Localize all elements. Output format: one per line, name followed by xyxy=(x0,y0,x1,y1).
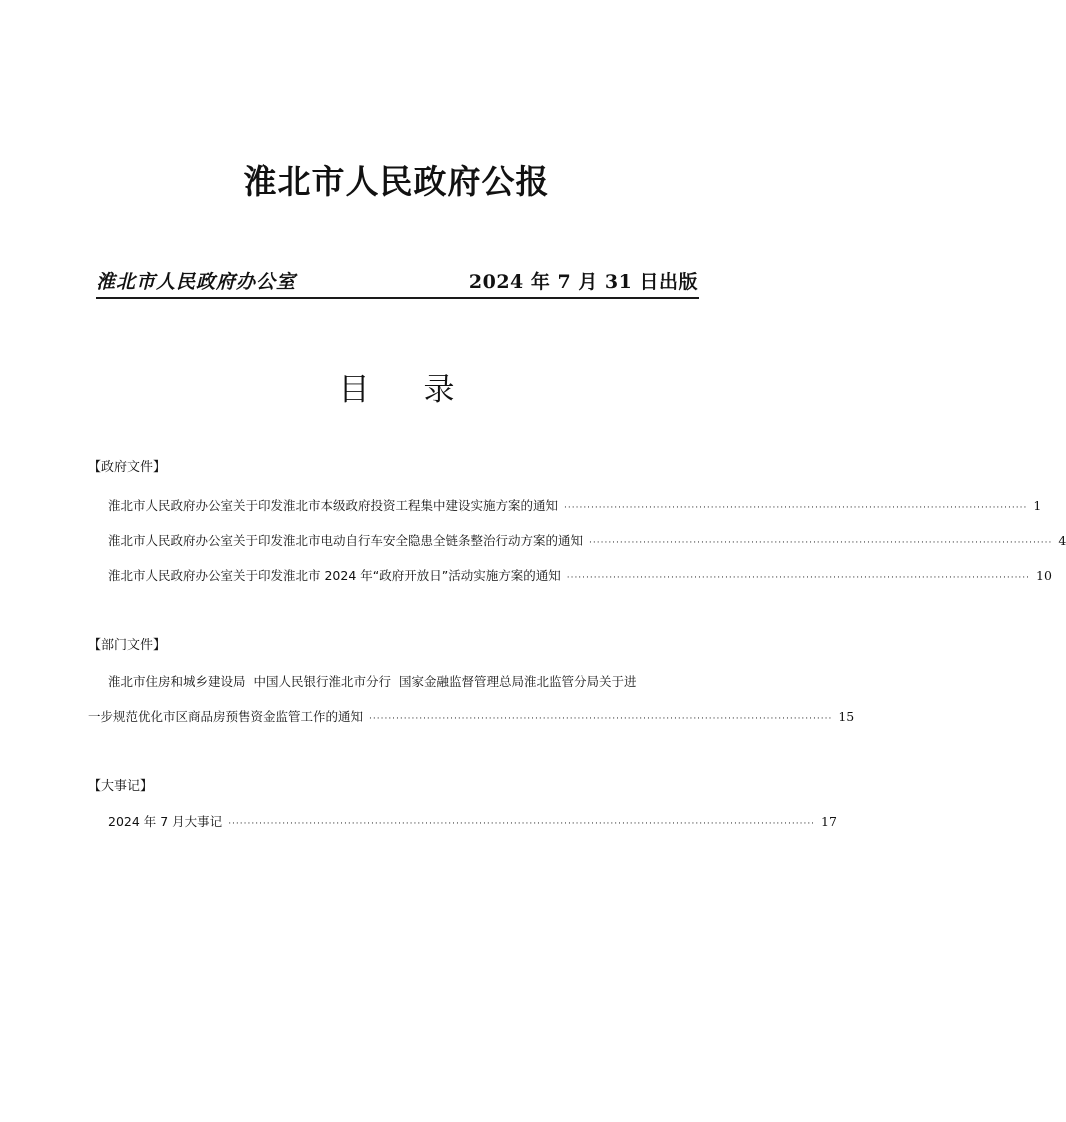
dot-leader: ························································································································ xyxy=(369,714,833,724)
toc-entry[interactable] xyxy=(88,708,855,728)
toc-entry[interactable] xyxy=(108,497,1042,517)
toc-entry-title-continuation: 一步规范优化市区商品房预售资金监管工作的通知 xyxy=(88,709,364,724)
section-label-government-documents: 【政府文件】 xyxy=(88,460,167,475)
toc-entry[interactable] xyxy=(108,567,1052,587)
toc-entry-issuer-2: 中国人民银行淮北市分行 xyxy=(253,674,392,689)
toc-entry-first-line[interactable] xyxy=(108,673,699,691)
toc-entry-page: 1 xyxy=(1033,498,1042,513)
section-label-major-events: 【大事记】 xyxy=(88,779,154,794)
dot-leader: ························································································································ xyxy=(589,538,1053,548)
toc-entry[interactable] xyxy=(108,532,1066,552)
publisher-name: 淮北市人民政府办公室 xyxy=(96,270,297,293)
dot-leader: ························································································································ xyxy=(566,573,1031,583)
toc-heading-char-1: 目 xyxy=(338,372,370,408)
bulletin-title: 淮北市人民政府公报 xyxy=(243,162,550,201)
toc-entry-page: 17 xyxy=(821,814,837,829)
toc-entry-issuer-1: 淮北市住房和城乡建设局 xyxy=(108,674,246,689)
toc-entry-page: 15 xyxy=(838,709,855,724)
toc-entry-title: 淮北市人民政府办公室关于印发淮北市 2024 年“政府开放日”活动实施方案的通知 xyxy=(108,568,561,583)
section-label-department-documents: 【部门文件】 xyxy=(88,638,167,653)
dot-leader: ························································································································································ xyxy=(228,819,816,829)
toc-entry-page: 10 xyxy=(1036,568,1052,583)
masthead xyxy=(96,264,698,296)
toc-entry-page: 4 xyxy=(1058,533,1066,548)
toc-entry-title: 淮北市人民政府办公室关于印发淮北市本级政府投资工程集中建设实施方案的通知 xyxy=(108,498,559,513)
publication-date: 2024 年 7 月 31 日出版 xyxy=(468,270,698,293)
masthead-divider xyxy=(96,297,699,299)
toc-entry[interactable] xyxy=(108,813,837,833)
toc-entry-issuer-3: 国家金融监督管理总局淮北监管分局关于进 xyxy=(399,674,637,689)
toc-heading xyxy=(0,370,793,410)
toc-entry-title: 淮北市人民政府办公室关于印发淮北市电动自行车安全隐患全链条整治行动方案的通知 xyxy=(108,533,584,548)
dot-leader: ························································································································ xyxy=(564,503,1028,513)
toc-entry-title: 2024 年 7 月大事记 xyxy=(108,814,223,829)
toc-heading-char-2: 录 xyxy=(423,372,455,408)
